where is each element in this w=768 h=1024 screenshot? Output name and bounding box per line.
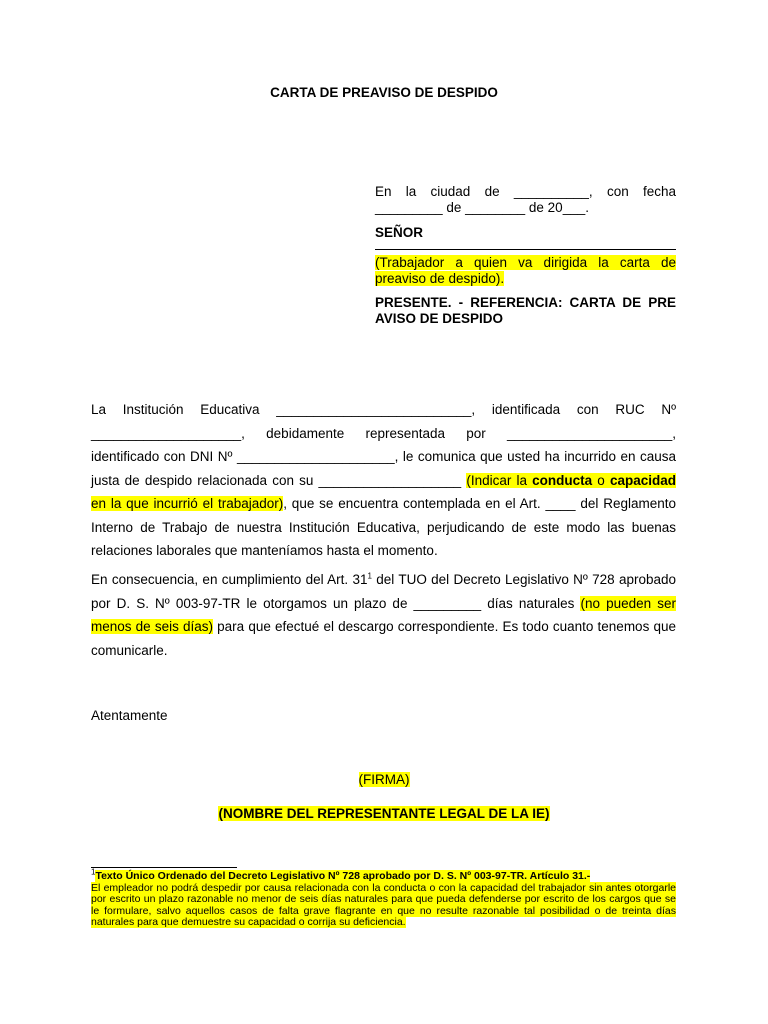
- p1-hl-c: en la que incurrió el trabajador): [91, 496, 284, 511]
- p2-highlight: (no pueden ser menos de seis días): [91, 595, 676, 634]
- p2-text-c: para que efectué el descargo correspondiente. Es todo cuanto tenemos que comunicarle.: [91, 619, 676, 658]
- signature-name-text: (NOMBRE DEL REPRESENTANTE LEGAL DE LA IE): [218, 806, 550, 821]
- p1-hl-b: o: [592, 472, 610, 488]
- footnote: [91, 867, 676, 929]
- footnote-mark: 1: [91, 867, 96, 877]
- p2-text-b: del TUO del Decreto Legislativo Nº 728 aprobado por D. S. Nº 003-97-TR le otorgamos un plazo de _________ días naturales: [91, 572, 676, 611]
- addressee-rule: [375, 243, 676, 250]
- reference-line-1: PRESENTE. - REFERENCIA: CARTA DE PRE: [375, 295, 676, 310]
- addressee-label: SEÑOR: [375, 225, 424, 240]
- p2-text-a: En consecuencia, en cumplimiento del Art. 31: [91, 572, 368, 587]
- body-paragraph-1: [91, 398, 676, 563]
- body-paragraph-2: [91, 568, 676, 662]
- p1-hl-capacidad: capacidad: [609, 472, 676, 488]
- date-line-1: En la ciudad de __________, con fecha: [375, 184, 676, 199]
- addressee-note-line-1: (Trabajador a quien va dirigida la carta de: [375, 255, 676, 270]
- p1-text-a: La Institución Educativa __________________________, identificada con RUC Nº ____________________, debidamente representada por ______________________, identificado con DNI Nº _____________________, le comunica que usted ha incurrido en causa justa de despido relacionada con su ___________________: [91, 402, 676, 488]
- reference-line-2: AVISO DE DESPIDO: [375, 311, 504, 326]
- date-line-2: _________ de ________ de 20___.: [375, 200, 589, 215]
- footnote-title: Texto Único Ordenado del Decreto Legislativo Nº 728 aprobado por D. S. Nº 003-97-TR. Artículo 31.-: [95, 870, 591, 882]
- footnote-reference: 1: [367, 571, 372, 581]
- document-title: CARTA DE PREAVISO DE DESPIDO: [270, 85, 498, 100]
- closing: Atentamente: [91, 708, 168, 723]
- signature-firma: [0, 772, 768, 787]
- addressee-note-line-2: preaviso de despido).: [375, 271, 505, 286]
- footnote-separator: [91, 867, 237, 868]
- p1-hl-a: (Indicar la: [466, 472, 533, 488]
- addressee-note: [375, 255, 676, 287]
- footnote-text: El empleador no podrá despedir por causa relacionada con la conducta o con la capacidad del trabajador sin antes otorgarle por escrito un plazo razonable no menor de seis días naturales para que pueda defenderse por escrito de los cargos que se le formulare, salvo aquellos casos de falta grave flagrante en que no resulte razonable tal posibilidad o de treinta días naturales para que demuestre su capacidad o corrija su deficiencia.: [91, 881, 676, 929]
- addressee-line: [375, 249, 676, 250]
- signature-name: [0, 806, 768, 821]
- reference-block: [375, 295, 676, 327]
- p1-text-b: , que se encuentra contemplada en el Art. ____ del Reglamento Interno de Trabajo de nuestra Institución Educativa, perjudicando de este modo las buenas relaciones laborales que manteníamos hasta el momento.: [91, 496, 676, 558]
- date-block: [375, 184, 676, 216]
- signature-firma-text: (FIRMA): [358, 772, 410, 787]
- p1-hl-conducta: conducta: [532, 472, 593, 488]
